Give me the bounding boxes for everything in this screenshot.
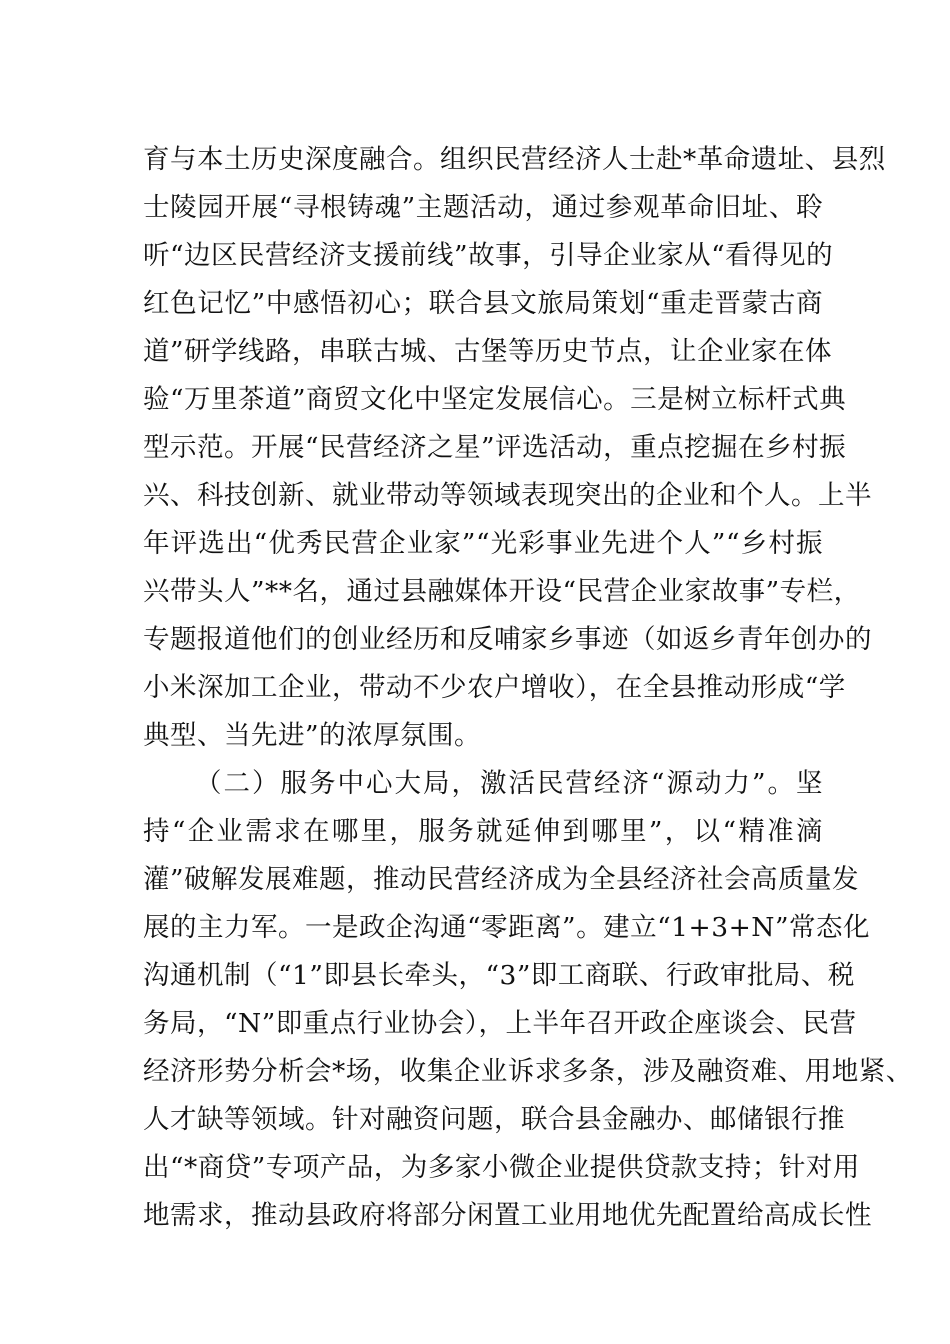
paragraph-line-last: 典型、当先进”的浓厚氛围。 [143, 720, 482, 751]
paragraph-line: 专题报道他们的创业经历和反哺家乡事迹（如返乡青年创办的 [143, 624, 872, 655]
paragraph-line: 年评选出“优秀民营企业家”“光彩事业先进个人”“乡村振 [143, 528, 823, 559]
paragraph-line: 展的主力军。一是政企沟通“零距离”。建立“1+3+N”常态化 [143, 912, 871, 943]
paragraph-line: 型示范。开展“民营经济之星”评选活动，重点挖掘在乡村振 [143, 432, 847, 463]
paragraph-line: 红色记忆”中感悟初心；联合县文旅局策划“重走晋蒙古商 [143, 288, 823, 319]
paragraph-line: 士陵园开展“寻根铸魂”主题活动，通过参观革命旧址、聆 [143, 192, 823, 223]
paragraph-line: 育与本土历史深度融合。组织民营经济人士赴*革命遗址、县烈 [143, 144, 886, 175]
paragraph-line: 出“*商贷”专项产品，为多家小微企业提供贷款支持；针对用 [143, 1152, 860, 1183]
section-heading-line: （二）服务中心大局，激活民营经济“源动力”。坚 [195, 768, 823, 799]
paragraph-line: 道”研学线路，串联古城、古堡等历史节点，让企业家在体 [143, 336, 833, 367]
paragraph-line: 小米深加工企业，带动不少农户增收），在全县推动形成“学 [143, 672, 846, 703]
paragraph-line: 地需求，推动县政府将部分闲置工业用地优先配置给高成长性 [143, 1200, 872, 1231]
paragraph-line: 验“万里茶道”商贸文化中坚定发展信心。三是树立标杆式典 [143, 384, 847, 415]
paragraph-line: 灌”破解发展难题，推动民营经济成为全县经济社会高质量发 [143, 864, 860, 895]
paragraph-line: 兴、科技创新、就业带动等领域表现突出的企业和个人。上半 [143, 480, 872, 511]
paragraph-line: 务局，“N”即重点行业协会），上半年召开政企座谈会、民营 [143, 1008, 857, 1039]
paragraph-line: 经济形势分析会*场，收集企业诉求多条，涉及融资难、用地紧、 [143, 1056, 913, 1087]
paragraph-line: 听“边区民营经济支援前线”故事，引导企业家从“看得见的 [143, 240, 834, 271]
paragraph-line: 持“企业需求在哪里，服务就延伸到哪里”，以“精准滴 [143, 816, 823, 847]
paragraph-line: 兴带头人”**名，通过县融媒体开设“民营企业家故事”专栏， [143, 576, 861, 607]
paragraph-line: 人才缺等领域。针对融资问题，联合县金融办、邮储银行推 [143, 1104, 845, 1135]
paragraph-line: 沟通机制（“1”即县长牵头，“3”即工商联、行政审批局、税 [143, 960, 855, 991]
